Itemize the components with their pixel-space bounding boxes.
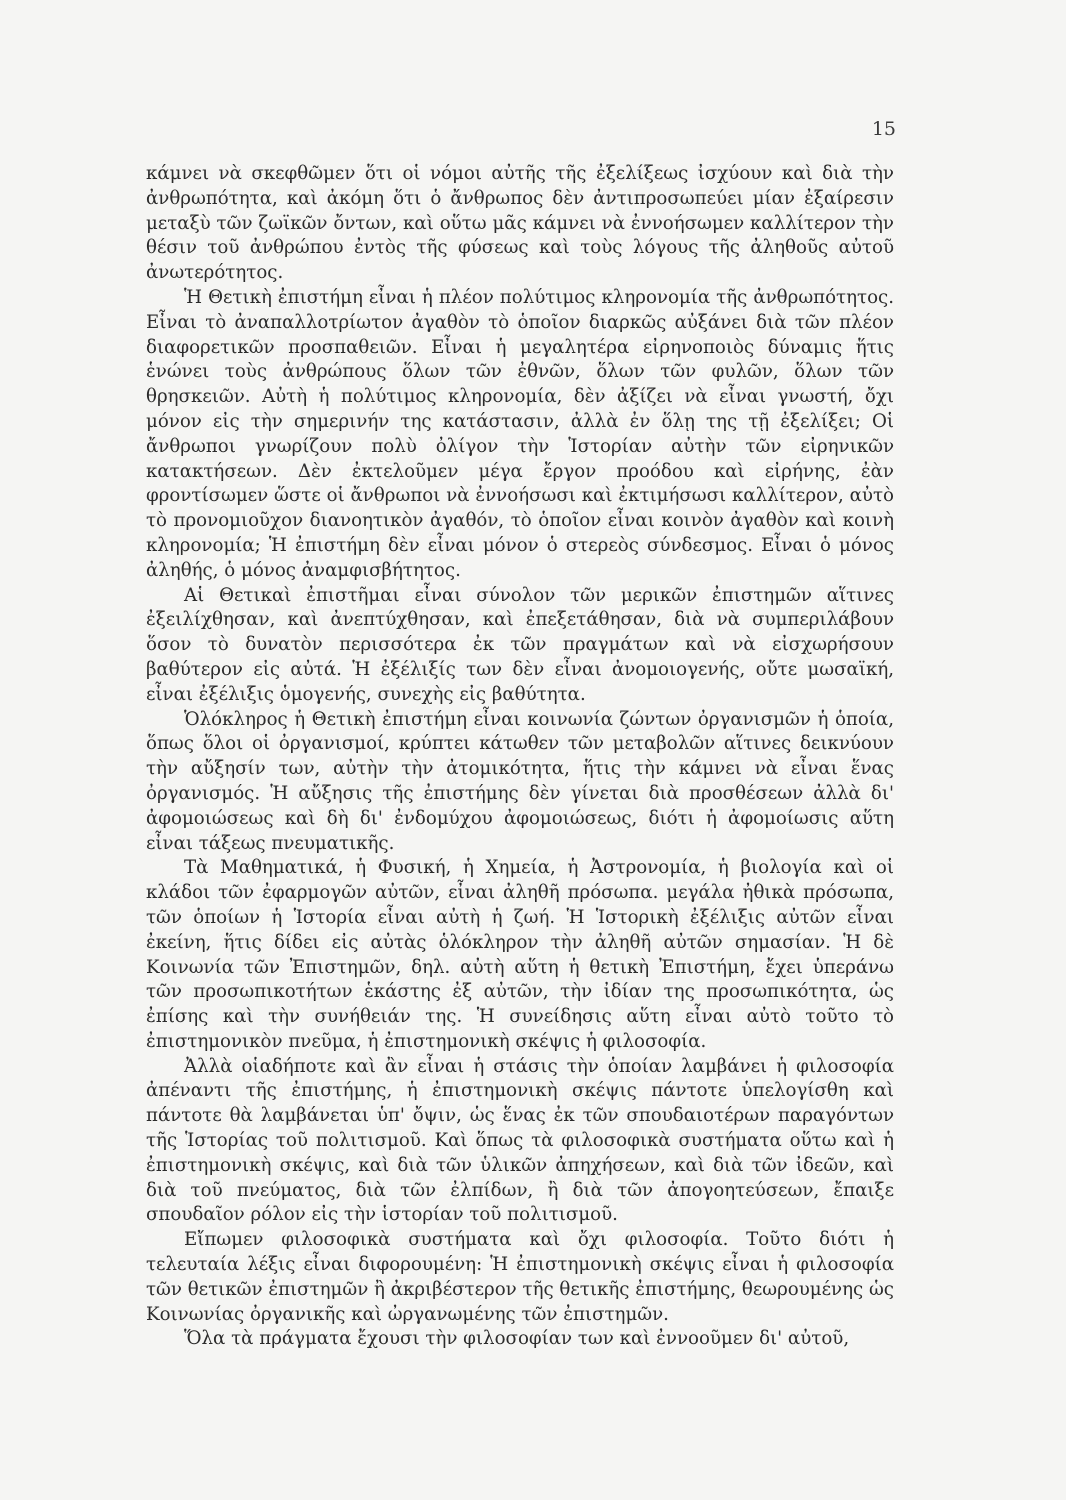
- paragraph-2: Ἡ Θετικὴ ἐπιστήμη εἶναι ἡ πλέον πολύτιμος κληρονομία τῆς ἀνθρωπότητος. Εἶναι τὸ ἀναπαλλοτρίωτον ἀγαθὸν τὸ ὁποῖον διαρκῶς αὐξάνει διὰ τῶν πλέον διαφορετικῶν προσπαθειῶν. Εἶναι ἡ μεγαλητέρα εἰρηνοποιὸς δύναμις ἥτις ἑνώνει τοὺς ἀνθρώπους ὅλων τῶν ἐθνῶν, ὅλων τῶν φυλῶν, ὅλων τῶν θρησκειῶν. Αὐτὴ ἡ πολύτιμος κληρονομία, δὲν ἀξίζει νὰ εἶναι γνωστή, ὄχι μόνον εἰς τὴν σημερινήν της κατάστασιν, ἀλλὰ ἐν ὅλῃ της τῇ ἐξελίξει; Οἱ ἄνθρωποι γνωρίζουν πολὺ ὀλίγον τὴν Ἱστορίαν αὐτὴν τῶν εἰρηνικῶν κατακτήσεων. Δὲν ἐκτελοῦμεν μέγα ἔργον προόδου καὶ εἰρήνης, ἐὰν φροντίσωμεν ὥστε οἱ ἄνθρωποι νὰ ἐννοήσωσι καὶ ἐκτιμήσωσι καλλίτερον, αὐτὸ τὸ προνομιοῦχον διανοητικὸν ἀγαθόν, τὸ ὁποῖον εἶναι κοινὸν ἀγαθὸν καὶ κοινὴ κληρονομία; Ἡ ἐπιστήμη δὲν εἶναι μόνον ὁ στερεὸς σύνδεσμος. Εἶναι ὁ μόνος ἀληθής, ὁ μόνος ἀναμφισβήτητος.: [146, 286, 894, 581]
- paragraph-1: κάμνει νὰ σκεφθῶμεν ὅτι οἱ νόμοι αὐτῆς τῆς ἐξελίξεως ἰσχύουν καὶ διὰ τὴν ἀνθρωπότητα, καὶ ἀκόμη ὅτι ὁ ἄνθρωπος δὲν ἀντιπροσωπεύει μίαν ἐξαίρεσιν μεταξὺ τῶν ζωϊκῶν ὄντων, καὶ οὕτω μᾶς κάμνει νὰ ἐννοήσωμεν καλλίτερον τὴν θέσιν τοῦ ἀνθρώπου ἐντὸς τῆς φύσεως καὶ τοὺς λόγους τῆς ἀληθοῦς αὐτοῦ ἀνωτερότητος.: [146, 163, 894, 284]
- paragraph-7: Εἴπωμεν φιλοσοφικὰ συστήματα καὶ ὄχι φιλοσοφία. Τοῦτο διότι ἡ τελευταία λέξις εἶναι διφορουμένη: Ἡ ἐπιστημονικὴ σκέψις εἶναι ἡ φιλοσοφία τῶν θετικῶν ἐπιστημῶν ἢ ἀκριβέστερον τῆς θετικῆς ἐπιστήμης, θεωρουμένης ὡς Κοινωνίας ὀργανικῆς καὶ ὠργανωμένης τῶν ἐπιστημῶν.: [146, 1229, 894, 1325]
- paragraph-4: Ὁλόκληρος ἡ Θετικὴ ἐπιστήμη εἶναι κοινωνία ζώντων ὀργανισμῶν ἡ ὁποία, ὅπως ὅλοι οἱ ὀργανισμοί, κρύπτει κάτωθεν τῶν μεταβολῶν αἵτινες δεικνύουν τὴν αὔξησίν των, αὐτὴν τὴν ἀτομικότητα, ἥτις τὴν κάμνει νὰ εἶναι ἕνας ὀργανισμός. Ἡ αὔξησις τῆς ἐπιστήμης δὲν γίνεται διὰ προσθέσεων ἀλλὰ δι' ἀφομοιώσεως καὶ δὴ δι' ἐνδομύχου ἀφομοιώσεως, διότι ἡ ἀφομοίωσις αὕτη εἶναι τάξεως πνευματικῆς.: [146, 708, 894, 854]
- paragraph-5: Τὰ Μαθηματικά, ἡ Φυσική, ἡ Χημεία, ἡ Ἀστρονομία, ἡ βιολογία καὶ οἱ κλάδοι τῶν ἐφαρμογῶν αὐτῶν, εἶναι ἀληθῆ πρόσωπα. μεγάλα ἠθικὰ πρόσωπα, τῶν ὁποίων ἡ Ἱστορία εἶναι αὐτὴ ἡ ζωή. Ἡ Ἱστορικὴ ἐξέλιξις αὐτῶν εἶναι ἐκείνη, ἥτις δίδει εἰς αὐτὰς ὁλόκληρον τὴν ἀληθῆ αὐτῶν σημασίαν. Ἡ δὲ Κοινωνία τῶν Ἐπιστημῶν, δηλ. αὐτὴ αὕτη ἡ θετικὴ Ἐπιστήμη, ἔχει ὑπεράνω τῶν προσωπικοτήτων ἑκάστης ἐξ αὐτῶν, τὴν ἰδίαν της προσωπικότητα, ὡς ἐπίσης καὶ τὴν συνήθειάν της. Ἡ συνείδησις αὕτη εἶναι αὐτὸ τοῦτο τὸ ἐπιστημονικὸν πνεῦμα, ἡ ἐπιστημονικὴ σκέψις ἡ φιλοσοφία.: [146, 857, 894, 1052]
- body-text: [146, 162, 894, 1352]
- paragraph-3: Αἱ Θετικαὶ ἐπιστῆμαι εἶναι σύνολον τῶν μερικῶν ἐπιστημῶν αἵτινες ἐξειλίχθησαν, καὶ ἀνεπτύχθησαν, καὶ ἐπεξετάθησαν, διὰ νὰ συμπεριλάβουν ὅσον τὸ δυνατὸν περισσότερα ἐκ τῶν πραγμάτων καὶ νὰ εἰσχωρήσουν βαθύτερον εἰς αὐτά. Ἡ ἐξέλιξίς των δὲν εἶναι ἀνομοιογενής, οὔτε μωσαϊκή, εἶναι ἐξέλιξις ὁμογενής, συνεχὴς εἰς βαθύτητα.: [146, 584, 894, 705]
- paragraph-8: Ὅλα τὰ πράγματα ἔχουσι τὴν φιλοσοφίαν των καὶ ἐννοοῦμεν δι' αὐτοῦ,: [184, 1328, 850, 1350]
- paragraph-6: Ἀλλὰ οἱαδήποτε καὶ ἂν εἶναι ἡ στάσις τὴν ὁποίαν λαμβάνει ἡ φιλοσοφία ἀπέναντι τῆς ἐπιστήμης, ἡ ἐπιστημονικὴ σκέψις πάντοτε ὑπελογίσθη καὶ πάντοτε θὰ λαμβάνεται ὑπ' ὄψιν, ὡς ἕνας ἐκ τῶν σπουδαιοτέρων παραγόντων τῆς Ἱστορίας τοῦ πολιτισμοῦ. Καὶ ὅπως τὰ φιλοσοφικὰ συστήματα οὕτω καὶ ἡ ἐπιστημονικὴ σκέψις, καὶ διὰ τῶν ὑλικῶν ἀπηχήσεων, καὶ διὰ τῶν ἰδεῶν, καὶ διὰ τοῦ πνεύματος, διὰ τῶν ἐλπίδων, ἢ διὰ τῶν ἀπογοητεύσεων, ἔπαιξε σπουδαῖον ρόλον εἰς τὴν ἱστορίαν τοῦ πολιτισμοῦ.: [146, 1055, 894, 1226]
- page-number: 15: [871, 118, 896, 140]
